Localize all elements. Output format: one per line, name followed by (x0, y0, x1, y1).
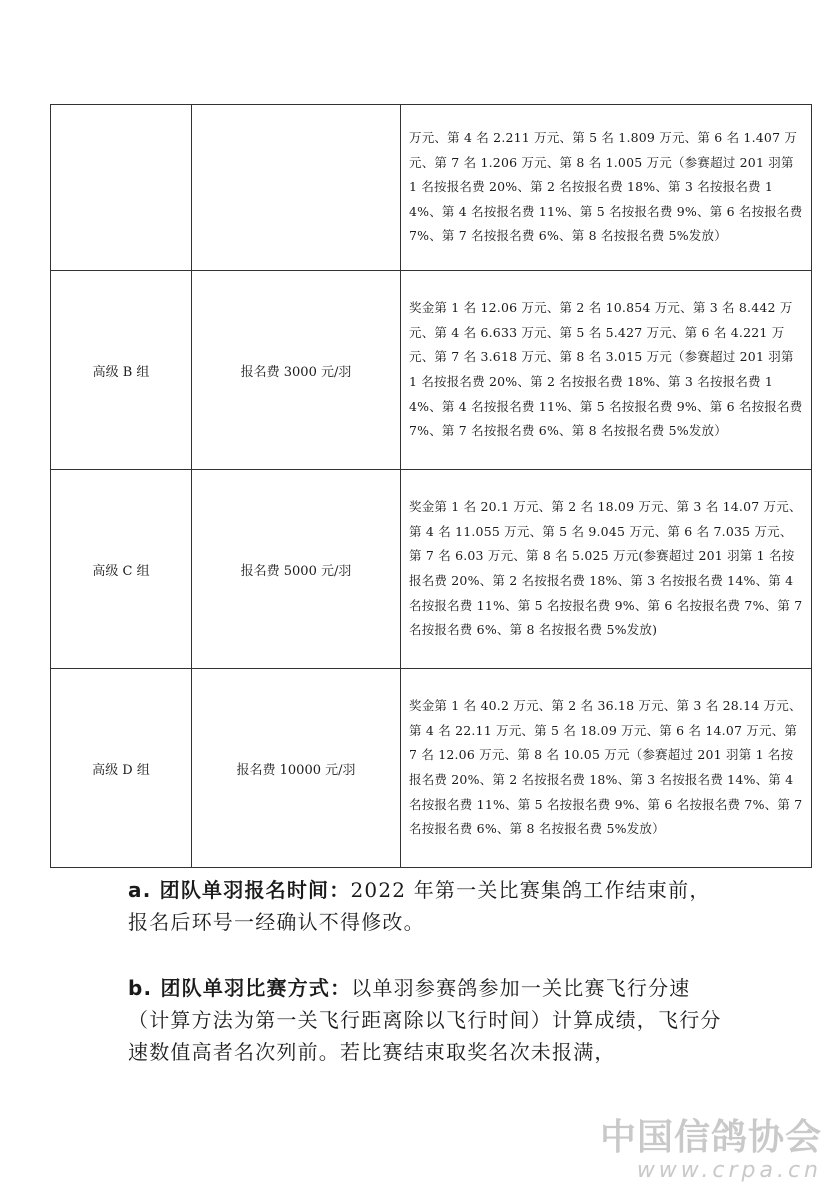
table-row (51, 470, 812, 669)
prize-text: 奖金第 1 名 40.2 万元、第 2 名 36.18 万元、第 3 名 28.14 万元、第 4 名 22.11 万元、第 5 名 18.09 万元、第 6 名 14.07 万元、第 7 名 12.06 万元、第 8 名 10.05 万元（参赛超过 201 羽第 1 名按报名费 20%、第 2 名按报名费 18%、第 3 名按报名费 14%、第 4 名按报名费 11%、第 5 名按报名费 9%、第 6 名按报名费 7%、第 7 名按报名费 6%、第 8 名按报名费 5%发放） (409, 698, 803, 837)
paragraph-b-label: b. 团队单羽比赛方式： (128, 976, 352, 1000)
group-cell (51, 470, 192, 669)
watermark (600, 1118, 822, 1184)
fee-cell (192, 105, 401, 271)
paragraph-a (128, 874, 728, 938)
table-row (51, 669, 812, 868)
prize-cell (401, 271, 812, 470)
prize-cell (401, 669, 812, 868)
fee-label: 报名费 10000 元/羽 (236, 762, 356, 778)
table-row (51, 105, 812, 271)
prize-table (50, 104, 812, 868)
prize-text: 奖金第 1 名 12.06 万元、第 2 名 10.854 万元、第 3 名 8.442 万元、第 4 名 6.633 万元、第 5 名 5.427 万元、第 6 名 4.221 万元、第 7 名 3.618 万元、第 8 名 3.015 万元（参赛超过 201 羽第 1 名按报名费 20%、第 2 名按报名费 18%、第 3 名按报名费 14%、第 4 名按报名费 11%、第 5 名按报名费 9%、第 6 名按报名费 7%、第 7 名按报名费 6%、第 8 名按报名费 5%发放） (409, 300, 803, 439)
paragraph-b-text: 以单羽参赛鸽参加一关比赛飞行分速（计算方法为第一关飞行距离除以飞行时间）计算成绩，飞行分速数值高者名次列前。若比赛结束取奖名次未报满， (128, 976, 722, 1064)
table-row (51, 271, 812, 470)
group-cell (51, 669, 192, 868)
fee-cell (192, 271, 401, 470)
paragraph-b (128, 972, 728, 1068)
fee-cell (192, 470, 401, 669)
fee-label: 报名费 3000 元/羽 (240, 364, 352, 380)
watermark-url: www.crpa.cn (636, 1158, 822, 1183)
group-label: 高级 D 组 (92, 762, 150, 778)
group-label: 高级 B 组 (92, 364, 150, 380)
prize-text: 万元、第 4 名 2.211 万元、第 5 名 1.809 万元、第 6 名 1.407 万元、第 7 名 1.206 万元、第 8 名 1.005 万元（参赛超过 201 羽第 1 名按报名费 20%、第 2 名按报名费 18%、第 3 名按报名费 14%、第 4 名按报名费 11%、第 5 名按报名费 9%、第 6 名按报名费 7%、第 7 名按报名费 6%、第 8 名按报名费 5%发放） (409, 130, 803, 244)
group-cell (51, 271, 192, 470)
group-label: 高级 C 组 (92, 563, 150, 579)
fee-label: 报名费 5000 元/羽 (240, 563, 352, 579)
paragraph-a-text: 2022 年第一关比赛集鸽工作结束前，报名后环号一经确认不得修改。 (128, 878, 711, 934)
group-cell (51, 105, 192, 271)
prize-cell (401, 470, 812, 669)
fee-cell (192, 669, 401, 868)
paragraph-a-label: a. 团队单羽报名时间： (128, 878, 351, 902)
prize-text: 奖金第 1 名 20.1 万元、第 2 名 18.09 万元、第 3 名 14.07 万元、第 4 名 11.055 万元、第 5 名 9.045 万元、第 6 名 7.035 万元、第 7 名 6.03 万元、第 8 名 5.025 万元(参赛超过 201 羽第 1 名按报名费 20%、第 2 名按报名费 18%、第 3 名按报名费 14%、第 4 名按报名费 11%、第 5 名按报名费 9%、第 6 名按报名费 7%、第 7 名按报名费 6%、第 8 名按报名费 5%发放) (409, 499, 803, 638)
prize-cell (401, 105, 812, 271)
watermark-name: 中国信鸽协会 (599, 1117, 822, 1158)
